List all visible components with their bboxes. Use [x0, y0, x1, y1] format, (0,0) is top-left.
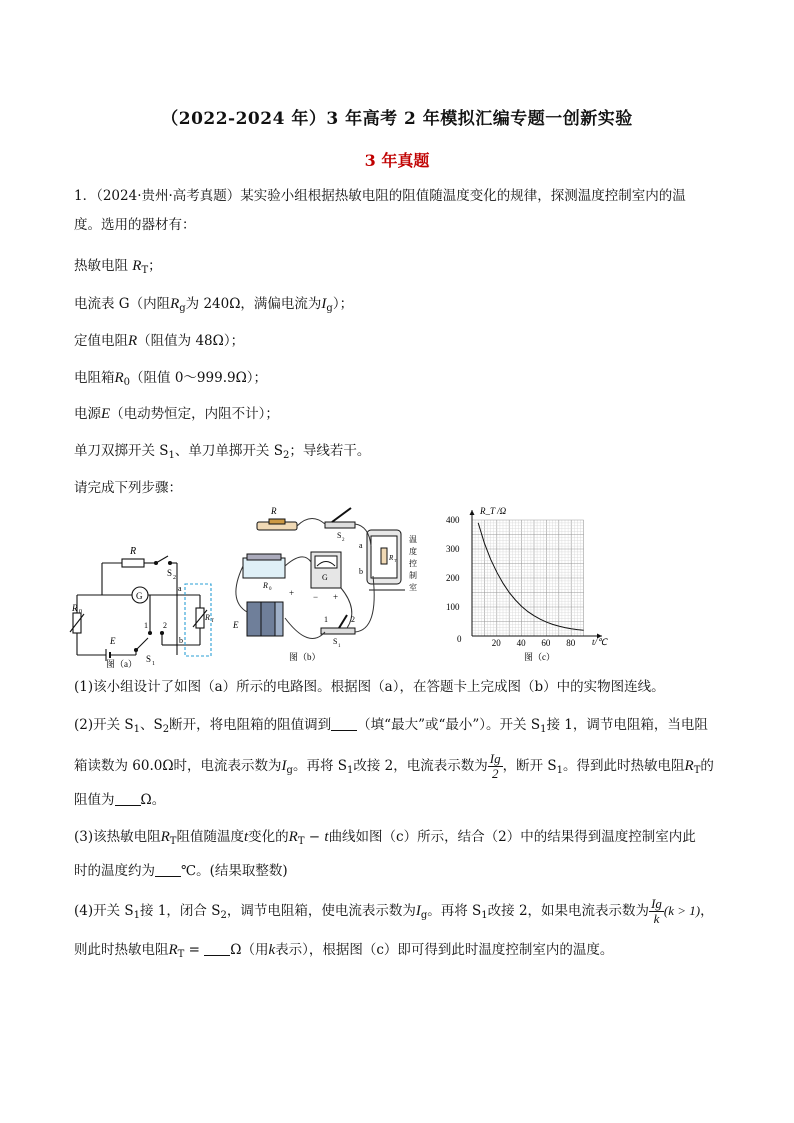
fraction-ig-over-2: $\frac{Ig}{2}$ [489, 751, 501, 781]
answer-blank [115, 791, 141, 806]
svg-text:1: 1 [144, 621, 148, 630]
svg-text:1: 1 [338, 644, 341, 649]
svg-text:G: G [322, 573, 328, 582]
fig-a-label-S2: S [167, 568, 173, 578]
question-part-2-line-1: (2)开关 $S_1$、$S_2$断开，将电阻箱的阻值调到 （填“最大”或“最小”）。开关 $S_1$接 1，调节电阻箱，当电阻 [74, 717, 708, 735]
equipment-switches: 单刀双掷开关 $S_1$、单刀单掷开关 $S_2$；导线若干。 [74, 443, 371, 461]
equipment-resistance-box: 电阻箱$R_0$（阻值 0～999.9Ω）； [74, 370, 268, 388]
svg-text:+: + [289, 588, 295, 598]
page-title: （2022-2024 年）3 年高考 2 年模拟汇编专题一创新实验 [161, 109, 633, 129]
steps-prompt: 请完成下列步骤： [74, 480, 182, 496]
figures-row [74, 500, 634, 670]
chart-grid [472, 520, 584, 636]
svg-text:温: 温 [409, 535, 417, 544]
svg-text:制: 制 [409, 571, 417, 580]
chart-origin-label: 0 [457, 634, 462, 644]
question-part-2-line-3: 阻值为 Ω。 [74, 792, 166, 808]
fig-b-caption: 图（b） [289, 652, 321, 662]
y-tick-label: 400 [446, 515, 460, 525]
svg-text:R: R [263, 581, 268, 590]
svg-text:E: E [233, 620, 239, 630]
fig-a-label-G: G [136, 591, 143, 601]
answer-blank [155, 862, 181, 877]
svg-text:控: 控 [409, 559, 417, 568]
question-part-3-line-1: (3)该热敏电阻$R_T$阻值随温度t变化的$R_T - t$曲线如图（c）所示，结合（2）中的结果得到温度控制室内此 [74, 829, 696, 847]
svg-text:S: S [146, 654, 152, 664]
answer-blank [331, 716, 357, 731]
x-tick-label: 80 [566, 638, 576, 648]
figure-a-circuit [74, 500, 224, 670]
svg-text:0: 0 [269, 587, 272, 592]
question-intro-line-2: 度。选用的器材有： [74, 217, 196, 233]
question-part-4-line-2: 则此时热敏电阻$R_T = \Omega$（用k表示），根据图（c）即可得到此时温度控制室内的温度。 [74, 942, 614, 960]
svg-text:T: T [211, 619, 215, 624]
svg-text:S: S [333, 637, 338, 646]
svg-text:2: 2 [173, 575, 176, 581]
y-tick-label: 300 [446, 544, 460, 554]
svg-text:a: a [178, 584, 182, 593]
question-part-3-line-2: 时的温度约为 ℃。(结果取整数) [74, 863, 288, 879]
x-tick-label: 20 [491, 638, 501, 648]
question-part-4-line-1: (4)开关 $S_1$接 1，闭合 $S_2$，调节电阻箱，使电流表示数为$I_g$。再将 $S_1$改接 2，如果电流表示数为 $\frac{Ig}{k}$ (k > 1)， [74, 896, 714, 926]
svg-text:2: 2 [163, 621, 167, 630]
fraction-ig-over-k: $\frac{Ig}{k}$ [651, 896, 662, 926]
question-part-1: (1)该小组设计了如图（a）所示的电路图。根据图（a），在答题卡上完成图（b）中的实物图连线。 [74, 679, 665, 695]
svg-text:室: 室 [409, 583, 417, 592]
svg-text:1: 1 [324, 615, 328, 624]
x-tick-label: 60 [541, 638, 551, 648]
answer-blank [204, 941, 230, 956]
svg-text:b: b [179, 636, 183, 645]
chart-axes [470, 510, 603, 639]
equipment-thermistor: 热敏电阻 $R_T$； [74, 258, 162, 276]
chart-caption: 图（c） [524, 652, 555, 662]
figure-c-chart [446, 500, 616, 670]
svg-text:0: 0 [79, 609, 82, 615]
svg-text:T: T [394, 558, 397, 563]
svg-text:度: 度 [409, 547, 417, 556]
fig-a-caption: 图（a） [106, 659, 137, 669]
svg-text:+: + [333, 592, 339, 602]
svg-text:2: 2 [342, 538, 345, 543]
svg-text:R: R [389, 554, 394, 562]
y-tick-label: 100 [446, 602, 460, 612]
equipment-fixed-resistor: 定值电阻R（阻值为 48Ω）； [74, 333, 245, 349]
svg-text:2: 2 [351, 615, 355, 624]
question-intro-line-1: 1．（2024·贵州·高考真题）某实验小组根据热敏电阻的阻值随温度变化的规律，探测温度控制室内的温 [74, 188, 686, 204]
fig-a-label-R: R [130, 546, 137, 557]
svg-text:a: a [359, 541, 363, 550]
figure-b-apparatus [229, 500, 429, 670]
svg-text:R: R [72, 603, 78, 613]
x-tick-label: 40 [516, 638, 526, 648]
svg-text:1: 1 [152, 661, 155, 667]
svg-text:S: S [337, 531, 342, 540]
y-axis-arrow [470, 510, 475, 515]
y-tick-label: 200 [446, 573, 460, 583]
chart-xlabel: t/℃ [592, 637, 608, 647]
svg-text:R: R [271, 506, 277, 516]
svg-text:b: b [359, 567, 363, 576]
equipment-power-source: 电源E（电动势恒定，内阻不计）； [74, 406, 279, 422]
svg-text:R: R [205, 613, 210, 622]
section-title: 3 年真题 [364, 151, 430, 170]
svg-text:−: − [313, 592, 319, 602]
chart-ticks [446, 515, 576, 648]
question-part-2-line-2: 箱读数为 60.0Ω时，电流表示数为$I_g$。再将 $S_1$改接 2，电流表示数为 $\frac{Ig}{2}$ ，断开 $S_1$。得到此时热敏电阻$R_T$的 [74, 751, 714, 781]
equipment-galvanometer: 电流表 G（内阻$R_g$为 240Ω，满偏电流为$I_g$）； [74, 296, 354, 314]
svg-text:E: E [110, 636, 116, 646]
chart-ylabel: R_T /Ω [480, 506, 507, 516]
